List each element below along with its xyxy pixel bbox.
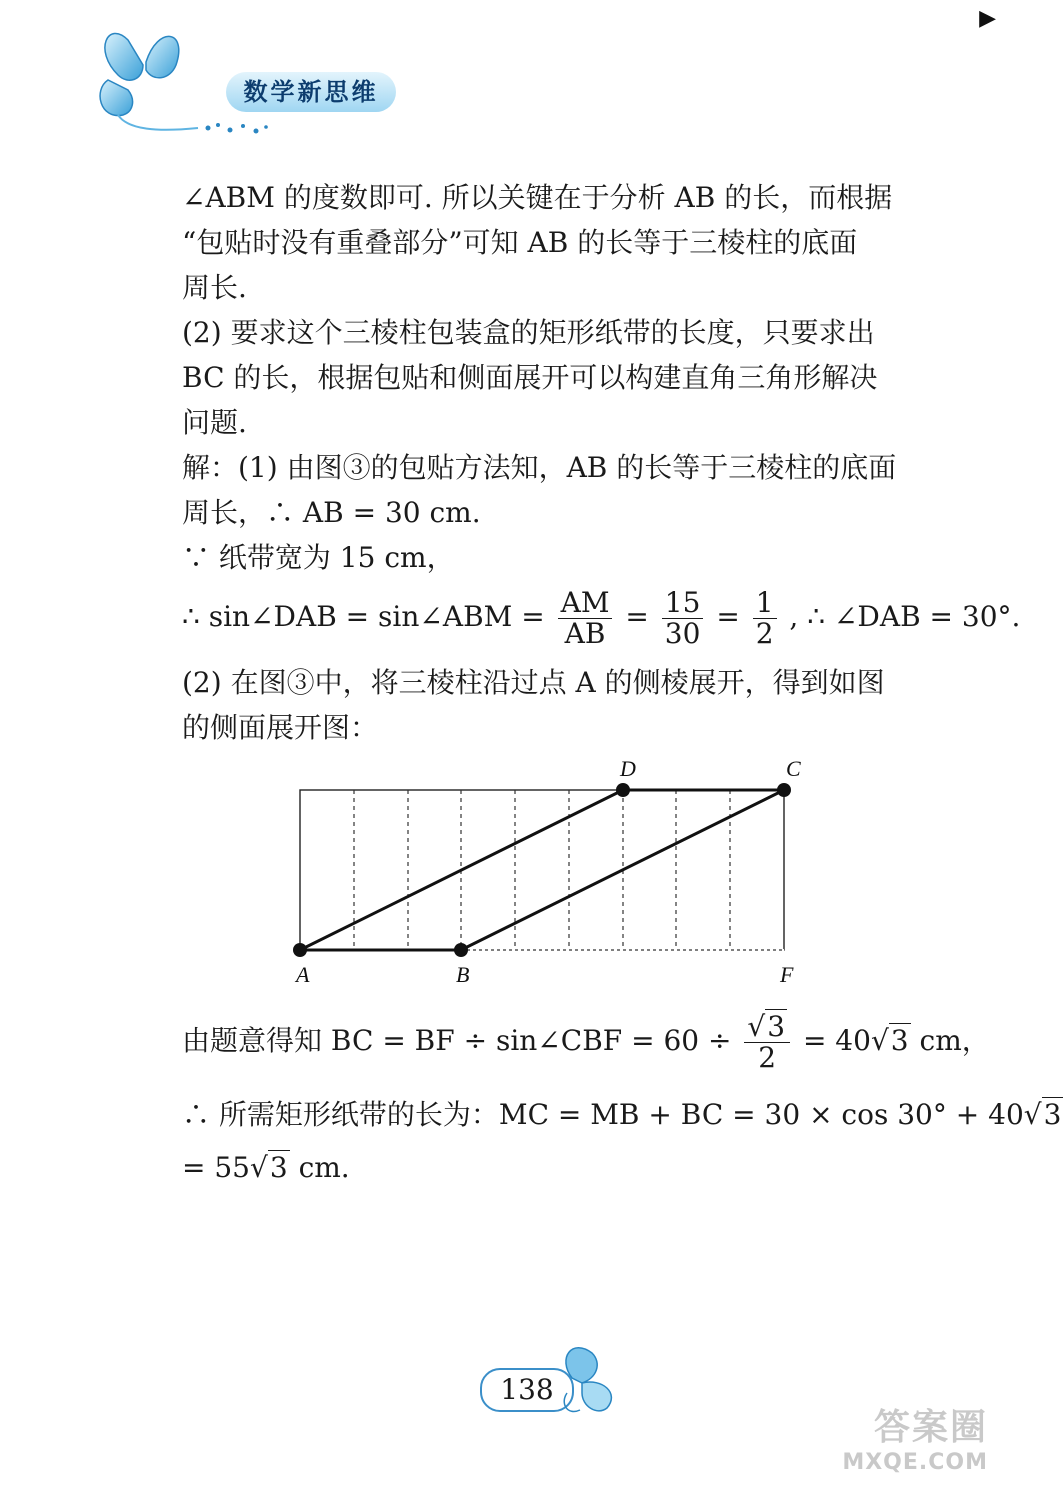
parallelogram-band xyxy=(300,790,784,950)
label-d: D xyxy=(620,756,636,781)
sqrt-sign: √ xyxy=(250,1151,268,1184)
radicand: 3 xyxy=(767,1010,786,1043)
fraction-am-ab xyxy=(558,588,613,649)
equals-sign: = xyxy=(625,600,649,633)
text-line-8: 周长，∴ AB = 30 cm. xyxy=(182,496,481,529)
label-b: B xyxy=(456,962,470,987)
equation-result xyxy=(182,1148,350,1188)
text-line-7: 解：(1) 由图③的包贴方法知，AB 的长等于三棱柱的底面 xyxy=(182,451,897,484)
fraction-denominator: 30 xyxy=(664,617,701,650)
point-a xyxy=(293,943,307,957)
text-line-11: (2) 在图③中，将三棱柱沿过点 A 的侧棱展开，得到如图 xyxy=(182,666,885,699)
eq2-suffix: cm， xyxy=(910,1024,990,1057)
text-line-12: 的侧面展开图： xyxy=(182,711,379,744)
corner-mark-icon: ▶ xyxy=(979,6,996,31)
book-title-badge: 数学新思维 xyxy=(226,72,396,112)
watermark-main: 答案圈 xyxy=(873,1407,988,1448)
text-line-2: “包贴时没有重叠部分”可知 AB 的长等于三棱柱的底面 xyxy=(182,226,858,259)
text-line-3: 周长. xyxy=(182,271,247,304)
fraction-denominator: 2 xyxy=(755,617,774,650)
outer-rectangle xyxy=(300,790,784,950)
text-line-9: ∵ 纸带宽为 15 cm， xyxy=(182,541,455,574)
fraction-numerator: 1 xyxy=(753,588,777,619)
text-line-5: BC 的长，根据包贴和侧面展开可以构建直角三角形解决 xyxy=(182,361,878,394)
text-line-4: (2) 要求这个三棱柱包装盒的矩形纸带的长度，只要求出 xyxy=(182,316,875,349)
radicand: 3 xyxy=(890,1024,909,1057)
sqrt-sign: √ xyxy=(870,1024,889,1057)
point-b xyxy=(454,943,468,957)
point-d xyxy=(616,783,630,797)
eq3-prefix: ∴ 所需矩形纸带的长为：MC = MB + BC = 30 × cos 30° + 40 xyxy=(182,1098,1024,1131)
eq2-mid: = 40 xyxy=(802,1024,871,1057)
text-line-6: 问题. xyxy=(182,406,247,439)
equation-bc xyxy=(182,1012,990,1073)
fraction-15-30 xyxy=(662,588,704,649)
radicand: 3 xyxy=(1043,1098,1062,1131)
fraction-denominator: AB xyxy=(564,617,606,650)
label-f: F xyxy=(780,962,794,987)
dashed-fold-lines xyxy=(354,790,730,950)
eq2-prefix: 由题意得知 BC = BF ÷ sin∠CBF = 60 ÷ xyxy=(182,1024,732,1057)
point-c xyxy=(777,783,791,797)
equation-sin-dab xyxy=(182,588,1020,649)
fraction-numerator xyxy=(744,1012,790,1043)
fraction-1-2 xyxy=(753,588,777,649)
fraction-denominator: 2 xyxy=(758,1041,777,1074)
equals-sign: = xyxy=(716,600,740,633)
fraction-sqrt3-over-2 xyxy=(744,1012,790,1073)
eq1-suffix: , ∴ ∠DAB = 30°. xyxy=(789,600,1021,633)
watermark xyxy=(798,1399,988,1475)
label-c: C xyxy=(786,756,801,781)
text-line-1: ∠ABM 的度数即可. 所以关键在于分析 AB 的长，而根据 xyxy=(182,181,893,214)
eq1-prefix: ∴ sin∠DAB = sin∠ABM = xyxy=(182,600,545,633)
eq4-suffix: cm. xyxy=(289,1151,350,1184)
eq4-prefix: = 55 xyxy=(182,1151,250,1184)
equation-mc xyxy=(182,1095,1063,1135)
fraction-numerator: 15 xyxy=(662,588,704,619)
sqrt-sign: √ xyxy=(1023,1098,1042,1131)
fraction-numerator: AM xyxy=(558,588,613,619)
watermark-sub: MXQE.COM xyxy=(842,1450,988,1475)
butterfly-footer-icon xyxy=(552,1338,622,1418)
lateral-surface-development-figure xyxy=(280,752,820,992)
label-a: A xyxy=(296,962,310,987)
radicand: 3 xyxy=(269,1151,288,1184)
page-number: 138 xyxy=(480,1368,574,1412)
sqrt-sign: √ xyxy=(747,1010,766,1043)
